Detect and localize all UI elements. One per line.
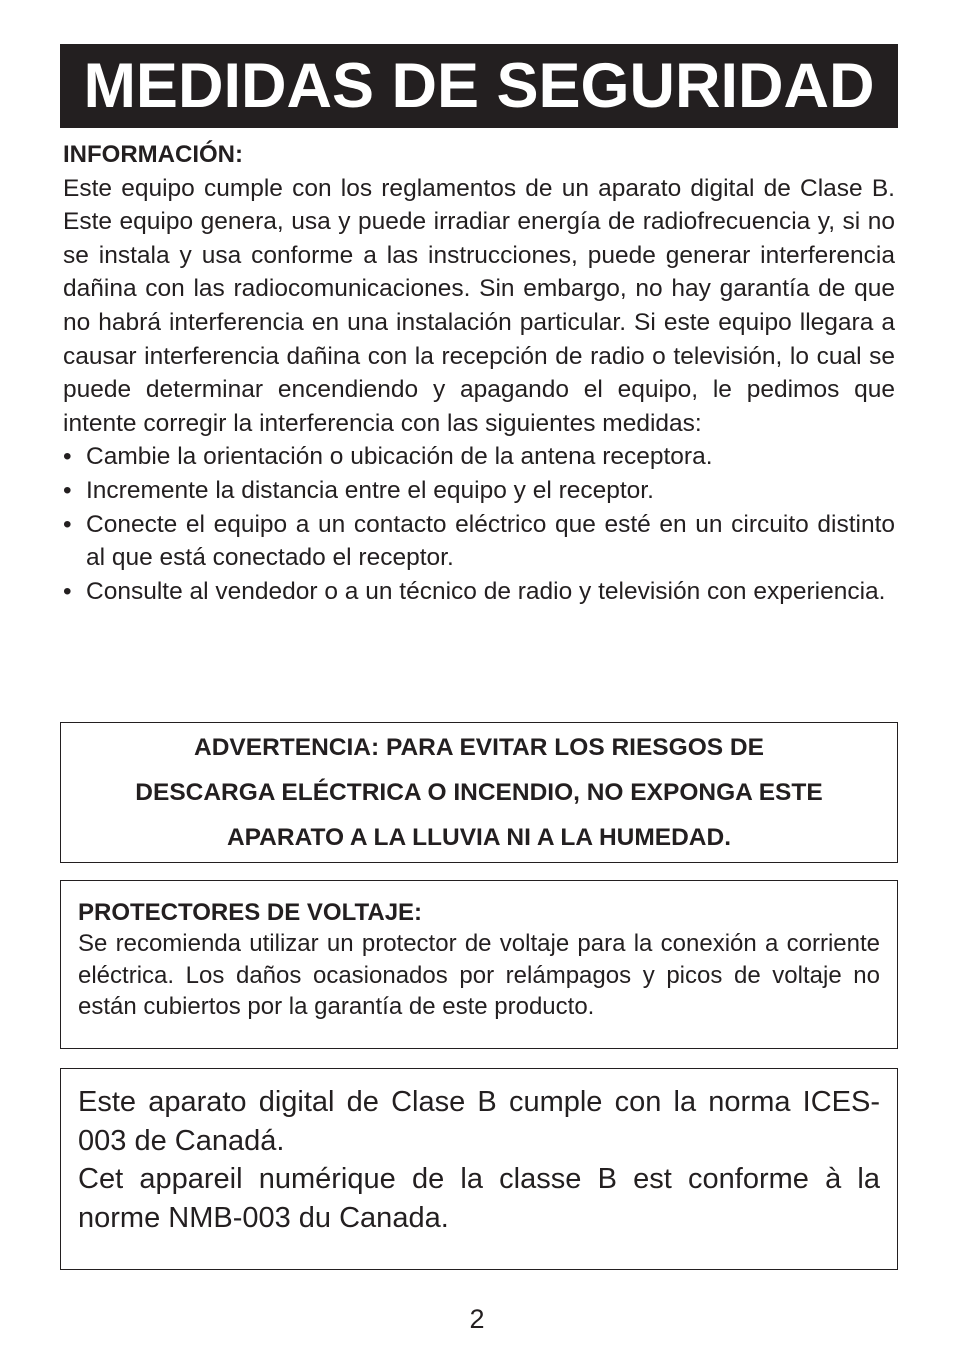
page-title: MEDIDAS DE SEGURIDAD xyxy=(83,50,875,121)
list-item-text: Incremente la distancia entre el equipo y el receptor. xyxy=(86,476,654,504)
list-item xyxy=(63,508,895,575)
bullet-icon: • xyxy=(63,577,72,605)
ices-spanish-text: Este aparato digital de Clase B cumple con la norma ICES-003 de Canadá. xyxy=(78,1086,880,1157)
bullet-icon: • xyxy=(63,510,72,538)
voltage-protector-box xyxy=(60,880,898,1049)
list-item xyxy=(63,440,895,474)
page-number: 2 xyxy=(469,1304,485,1334)
list-item-text: Cambie la orientación o ubicación de la antena receptora. xyxy=(86,443,713,471)
warning-line: APARATO A LA LLUVIA NI A LA HUMEDAD. xyxy=(226,824,732,851)
bullet-icon: • xyxy=(63,476,72,504)
title-banner xyxy=(60,44,898,128)
warning-line: DESCARGA ELÉCTRICA O INCENDIO, NO EXPONGA ESTE xyxy=(135,779,823,806)
voltage-text: Se recomienda utilizar un protector de voltaje para la conexión a corriente eléctrica. Los daños ocasionados por relámpagos y picos de voltaje no están cubiertos por la garantía de este producto. xyxy=(78,930,880,1020)
list-item-text: Conecte el equipo a un contacto eléctrico que esté en un circuito distinto al que está conectado el receptor. xyxy=(86,510,895,572)
list-item-text: Consulte al vendedor o a un técnico de radio y televisión con experiencia. xyxy=(86,577,886,605)
warning-line: ADVERTENCIA: PARA EVITAR LOS RIESGOS DE xyxy=(194,734,764,761)
list-item xyxy=(63,575,895,609)
information-paragraph: Este equipo cumple con los reglamentos de un aparato digital de Clase B. Este equipo genera, usa y puede irradiar energía de radiofrecuencia y, si no se instala y usa conforme a las instrucciones, puede generar interferencia dañina con las radiocomunicaciones. Sin embargo, no hay garantía de que no habrá interferencia en una instalación particular. Si este equipo llegara a causar interferencia dañina con la recepción de radio o televisión, lo cual se puede determinar encendiendo y apagando el equipo, le pedimos que intente corregir la interferencia con las siguientes medidas: xyxy=(63,174,895,437)
information-section xyxy=(63,138,895,608)
ices-compliance-box xyxy=(60,1068,898,1270)
list-item xyxy=(63,474,895,508)
measures-list xyxy=(63,440,895,608)
warning-box xyxy=(60,722,898,863)
ices-french-text: Cet appareil numérique de la classe B est conforme à la norme NMB-003 du Canada. xyxy=(78,1163,880,1234)
information-heading: INFORMACIÓN: xyxy=(63,141,243,168)
voltage-heading: PROTECTORES DE VOLTAJE: xyxy=(78,899,423,926)
bullet-icon: • xyxy=(63,443,72,471)
